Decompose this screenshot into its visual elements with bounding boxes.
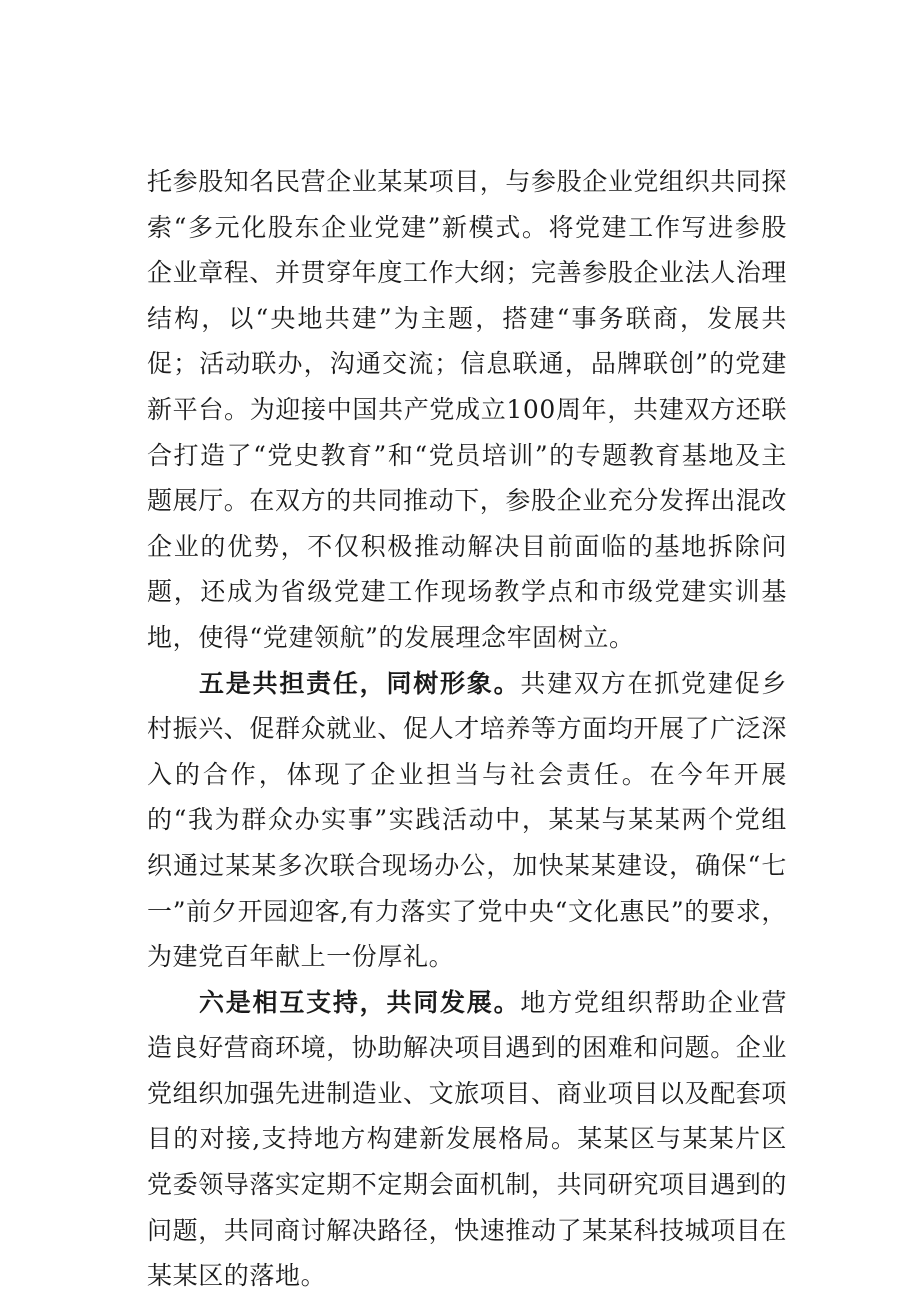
- paragraph-text: 托参股知名民营企业某某项目，与参股企业党组织共同探索“多元化股东企业党建”新模式。将党建工作写进参股企业章程、并贯穿年度工作大纲；完善参股企业法人治理结构，以“央地共建”为主题，搭建“事务联商，发展共促；活动联办，沟通交流；信息联通，品牌联创”的党建新平台。为迎接中国共产党成立100周年，共建双方还联合打造了“党史教育”和“党员培训”的专题教育基地及主题展厅。在双方的共同推动下，参股企业充分发挥出混改企业的优势，不仅积极推动解决目前面临的基地拆除问题，还成为省级党建工作现场教学点和市级党建实训基地，使得“党建领航”的发展理念牢固树立。: [147, 167, 788, 652]
- paragraph-continuation: [147, 159, 787, 661]
- paragraph-five: [147, 661, 787, 980]
- paragraph-lead-heading: 六是相互支持，共同发展。: [199, 987, 521, 1017]
- paragraph-text: 共建双方在抓党建促乡村振兴、促群众就业、促人才培养等方面均开展了广泛深入的合作，体现了企业担当与社会责任。在今年开展的“我为群众办实事”实践活动中，某某与某某两个党组织通过某某多次联合现场办公，加快某某建设，确保“七一”前夕开园迎客,有力落实了党中央“文化惠民”的要求，为建党百年献上一份厚礼。: [147, 668, 788, 972]
- paragraph-text: 地方党组织帮助企业营造良好营商环境，协助解决项目遇到的困难和问题。企业党组织加强先进制造业、文旅项目、商业项目以及配套项目的对接,支持地方构建新发展格局。某某区与某某片区党委领导落实定期不定期会面机制，共同研究项目遇到的问题，共同商讨解决路径，快速推动了某某科技城项目在某某区的落地。: [147, 987, 788, 1291]
- paragraph-six: [147, 980, 787, 1299]
- body-text: [147, 159, 787, 1299]
- paragraph-lead-heading: 五是共担责任，同树形象。: [199, 668, 521, 698]
